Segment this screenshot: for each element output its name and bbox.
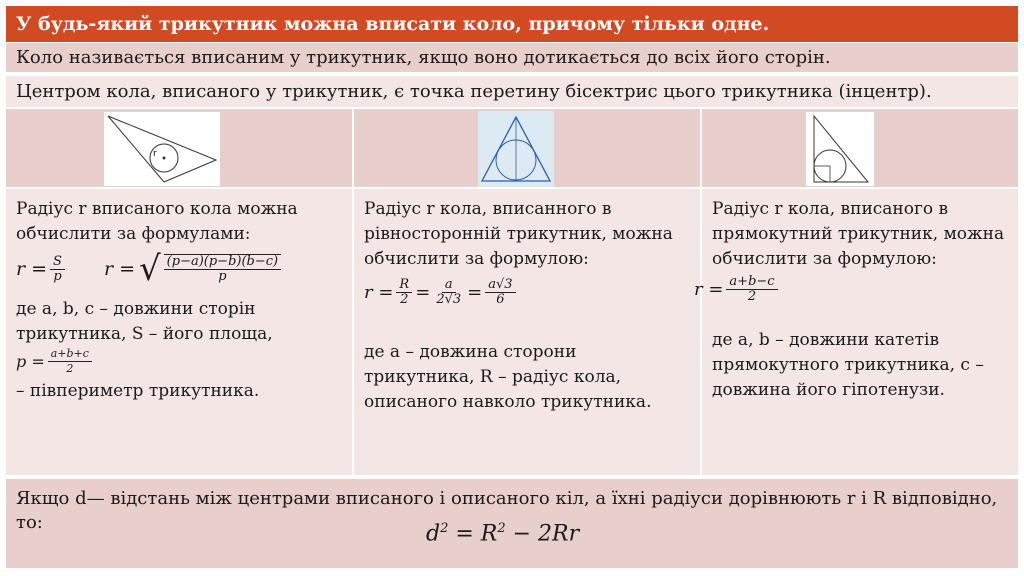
right-formula: r = $\frac{a+b-c}{2}$ bbox=[694, 272, 1008, 306]
definition-line: Коло називається вписаним у трикутник, якщо воно дотикається до всіх його сторін. bbox=[6, 42, 1018, 72]
semiperimeter-note: – півпериметр трикутника. bbox=[16, 381, 260, 401]
euler-formula: $d^2 = R^2 - 2Rr$ bbox=[426, 521, 580, 547]
equilateral-intro: Радіус r кола, вписанного в рівносторонній трикутник, можна обчислити за формулою: bbox=[364, 199, 673, 269]
right-intro: Радіус r кола, вписаного в прямокутний трикутник, можна обчислити за формулою: bbox=[712, 199, 1005, 269]
equilateral-formula: r = $\frac{R}{2}$ = $\frac{a}{2√3}$ = $\frac{a√3}{6}$ bbox=[364, 272, 690, 312]
general-explanation: де a, b, c – довжини сторін трикутника, S – його площа, bbox=[16, 299, 273, 344]
figure-cell-general bbox=[6, 107, 352, 187]
right-formula-cell bbox=[694, 187, 1018, 475]
general-triangle-figure bbox=[104, 112, 220, 186]
right-triangle-figure bbox=[806, 112, 874, 186]
svg-text:r: r bbox=[153, 149, 157, 159]
semiperimeter-formula: p = $\frac{a+b+c}{2}$ bbox=[16, 347, 342, 375]
distance-text: Якщо d— відстань між центрами вписаного і описаного кіл, а їхні радіуси дорівнюють r і R відповідно, то: bbox=[16, 488, 998, 533]
formula-table bbox=[6, 107, 1018, 475]
figure-cell-equilateral bbox=[354, 107, 700, 187]
equilateral-explanation: де a – довжина сторони трикутника, R – радіус кола, описаного навколо трикутника. bbox=[364, 342, 652, 412]
slide-title: У будь-який трикутник можна вписати коло, причому тільки одне. bbox=[6, 6, 1018, 42]
general-formulas: r = $\frac{S}{p}$ r = √ $\frac{(p-a)(p-b)(b-c)}{p}$ bbox=[16, 247, 342, 291]
incenter-line: Центром кола, вписаного у трикутник, є точка перетину бісектрис цього трикутника (інцентр). bbox=[6, 74, 1018, 107]
figure-cell-right bbox=[702, 107, 1018, 187]
distance-note bbox=[6, 477, 1018, 568]
general-intro: Радіус r вписаного кола можна обчислити за формулами: bbox=[16, 199, 298, 244]
general-formula-cell bbox=[6, 187, 352, 475]
equilateral-formula-cell bbox=[354, 187, 700, 475]
equilateral-triangle-figure bbox=[478, 111, 554, 187]
right-explanation: де a, b – довжини катетів прямокутного трикутника, c – довжина його гіпотенузи. bbox=[712, 330, 984, 400]
